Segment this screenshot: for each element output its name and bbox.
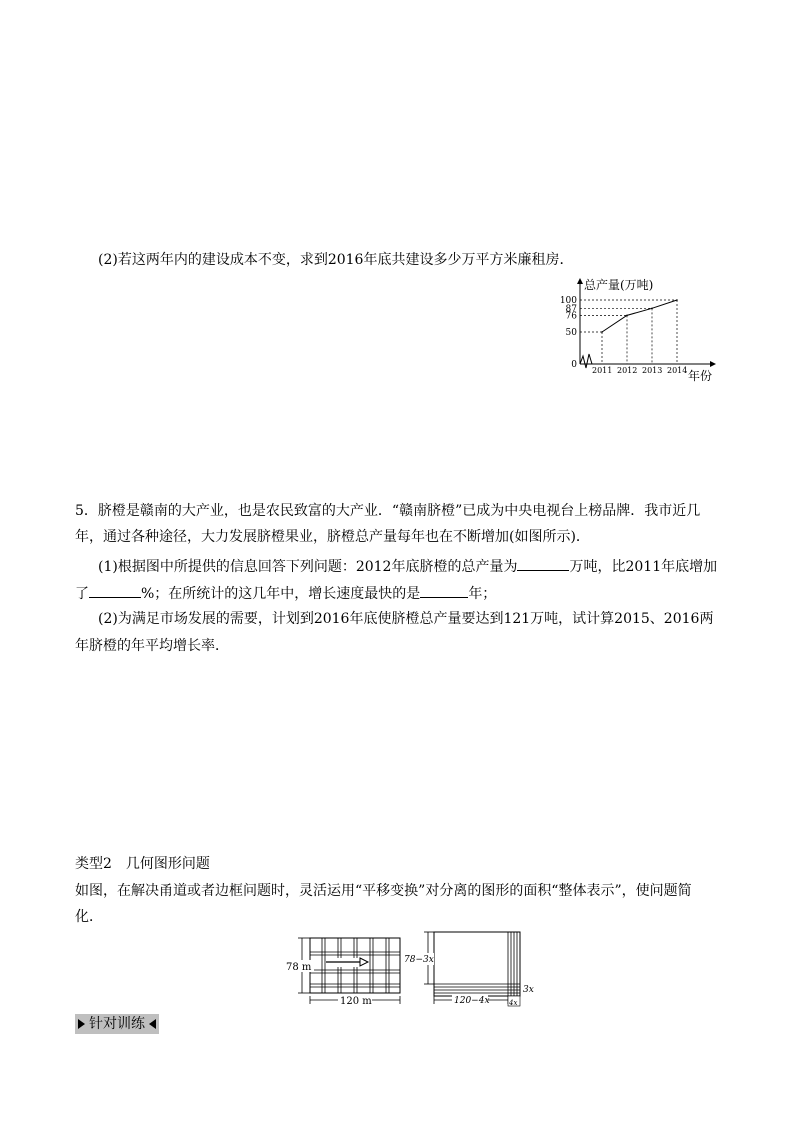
y-tick-0: 0 — [571, 360, 577, 370]
right-corner-label: 4x — [509, 999, 518, 1007]
triangle-left-icon — [149, 1019, 156, 1029]
q5-part1-e: 年； — [468, 586, 497, 602]
chart-series — [601, 299, 678, 333]
q5-part1-a: (1)根据图中所提供的信息回答下列问题：2012年底脐橙的总产量为 — [98, 559, 518, 575]
axis-break-icon — [580, 354, 592, 368]
y-axis-arrow — [577, 278, 583, 284]
x-tick-2013: 2013 — [642, 366, 663, 375]
left-height-label: 78 m — [286, 962, 312, 973]
q5-part2-line1: (2)为满足市场发展的需要，计划到2016年底使脐橙总产量要达到121万吨，试计算2015、2016两 — [98, 611, 714, 627]
y-tick-76: 76 — [565, 311, 577, 322]
q5-part1-c: 了 — [75, 586, 89, 602]
right-field — [434, 932, 520, 996]
q5-part1-b: 万吨，比2011年底增加 — [569, 559, 718, 575]
answer-blank-percent[interactable] — [89, 583, 141, 598]
chart-y-ticks — [560, 296, 577, 370]
chart-y-title: 总产量(万吨) — [584, 278, 654, 292]
practice-banner — [75, 1014, 159, 1034]
left-field — [310, 938, 400, 993]
x-axis-arrow — [710, 361, 716, 367]
type2-desc-line1: 如图，在解决甬道或者边框问题时，灵活运用“平移变换”对分离的图形的面积“整体表示”，使问题简 — [75, 883, 692, 899]
series-line — [602, 300, 677, 332]
q5-intro-line1: 5．脐橙是赣南的大产业，也是农民致富的大产业．“赣南脐橙”已成为中央电视台上榜品牌．我市近几 — [75, 503, 701, 519]
type2-desc-line2: 化． — [75, 909, 103, 925]
y-tick-100: 100 — [559, 296, 577, 306]
q5-part1-line1 — [98, 556, 717, 576]
practice-banner-label: 针对训练 — [89, 1016, 145, 1032]
y-tick-50: 50 — [565, 328, 577, 338]
chart-guides — [580, 300, 677, 364]
x-tick-2012: 2012 — [617, 366, 638, 375]
q5-part1-d: %；在所统计的这几年中，增长速度最快的是 — [141, 586, 421, 602]
answer-blank-total[interactable] — [517, 556, 569, 571]
type2-heading: 类型2 几何图形问题 — [75, 856, 210, 872]
x-tick-2011: 2011 — [592, 366, 613, 375]
right-strip-label: 3x — [523, 985, 534, 995]
q5-intro-line2: 年，通过各种途径，大力发展脐橙果业，脐橙总产量每年也在不断增加(如图所示)． — [75, 529, 590, 545]
q5-part2-line2: 年脐橙的年平均增长率． — [75, 638, 229, 654]
x-tick-2014: 2014 — [667, 366, 688, 375]
y-tick-87: 87 — [565, 304, 577, 315]
answer-blank-year[interactable] — [420, 583, 468, 598]
path-translation-figure — [280, 930, 550, 1010]
chart-x-title: 年份 — [688, 369, 713, 383]
q5-part1-line2 — [75, 583, 496, 603]
right-height-label: 78−3x — [404, 955, 434, 965]
chart-x-ticks — [592, 366, 687, 375]
production-line-chart — [558, 276, 726, 386]
triangle-right-icon — [78, 1019, 85, 1029]
left-width-label: 120 m — [340, 996, 372, 1007]
right-width-label: 120−4x — [454, 996, 490, 1006]
q4-part2-text: (2)若这两年内的建设成本不变，求到2016年底共建设多少万平方米廉租房． — [98, 252, 574, 268]
